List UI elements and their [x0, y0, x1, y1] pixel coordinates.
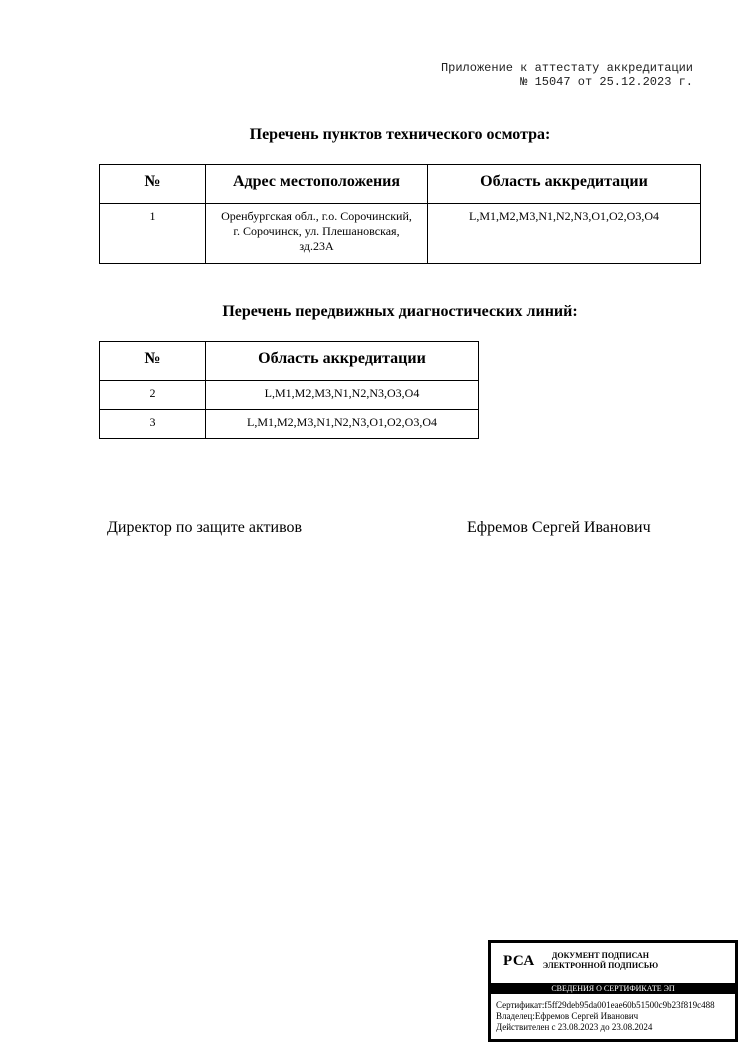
- stamp-doc-label: [543, 951, 658, 971]
- cell-address: [206, 204, 428, 264]
- col-header-scope: Область аккредитации: [206, 342, 479, 381]
- stamp-owner: Владелец:Ефремов Сергей Иванович: [496, 1011, 639, 1021]
- address-line: г. Сорочинск, ул. Плешановская,: [233, 224, 400, 238]
- address-line: зд.23А: [299, 239, 334, 253]
- stamp-bar: СВЕДЕНИЯ О СЕРТИФИКАТЕ ЭП: [491, 983, 735, 994]
- cell-scope: L,M1,M2,M3,N1,N2,N3,O3,O4: [206, 381, 479, 410]
- inspection-points-table: [99, 164, 701, 264]
- table-row: [100, 381, 479, 410]
- table-row: [100, 410, 479, 439]
- col-header-number: №: [100, 165, 206, 204]
- stamp-doc-line-2: ЭЛЕКТРОННОЙ ПОДПИСЬЮ: [542, 961, 659, 970]
- col-header-scope: Область аккредитации: [428, 165, 701, 204]
- table-header-row: [100, 165, 701, 204]
- cell-number: 1: [100, 204, 206, 264]
- cell-scope: L,M1,M2,M3,N1,N2,N3,O1,O2,O3,O4: [206, 410, 479, 439]
- cell-scope: L,M1,M2,M3,N1,N2,N3,O1,O2,O3,O4: [428, 204, 701, 264]
- mobile-lines-table: [99, 341, 479, 439]
- electronic-signature-stamp: [488, 940, 738, 1042]
- table-header-row: [100, 342, 479, 381]
- col-header-address: Адрес местоположения: [206, 165, 428, 204]
- stamp-valid: Действителен с 23.08.2023 до 23.08.2024: [496, 1022, 653, 1032]
- appendix-line-2: № 15047 от 25.12.2023 г.: [520, 75, 693, 89]
- appendix-header: [441, 61, 693, 89]
- cell-number: 3: [100, 410, 206, 439]
- appendix-line-1: Приложение к аттестату аккредитации: [440, 61, 693, 75]
- address-line: Оренбургская обл., г.о. Сорочинский,: [221, 209, 412, 223]
- stamp-body: [491, 994, 735, 1033]
- stamp-doc-line-1: ДОКУМЕНТ ПОДПИСАН: [551, 951, 649, 960]
- col-header-number: №: [100, 342, 206, 381]
- signature-name: Ефремов Сергей Иванович: [467, 519, 651, 536]
- stamp-certificate: Сертификат:f5ff29deb95da001eae60b51500c9b23f819c488: [496, 1000, 715, 1010]
- table-row: [100, 204, 701, 264]
- signature-role: Директор по защите активов: [107, 519, 303, 536]
- section1-title: Перечень пунктов технического осмотра:: [249, 126, 551, 143]
- rsa-logo: РСА: [503, 952, 535, 969]
- cell-number: 2: [100, 381, 206, 410]
- section2-title: Перечень передвижных диагностических линий:: [222, 303, 578, 320]
- stamp-header: [491, 943, 735, 979]
